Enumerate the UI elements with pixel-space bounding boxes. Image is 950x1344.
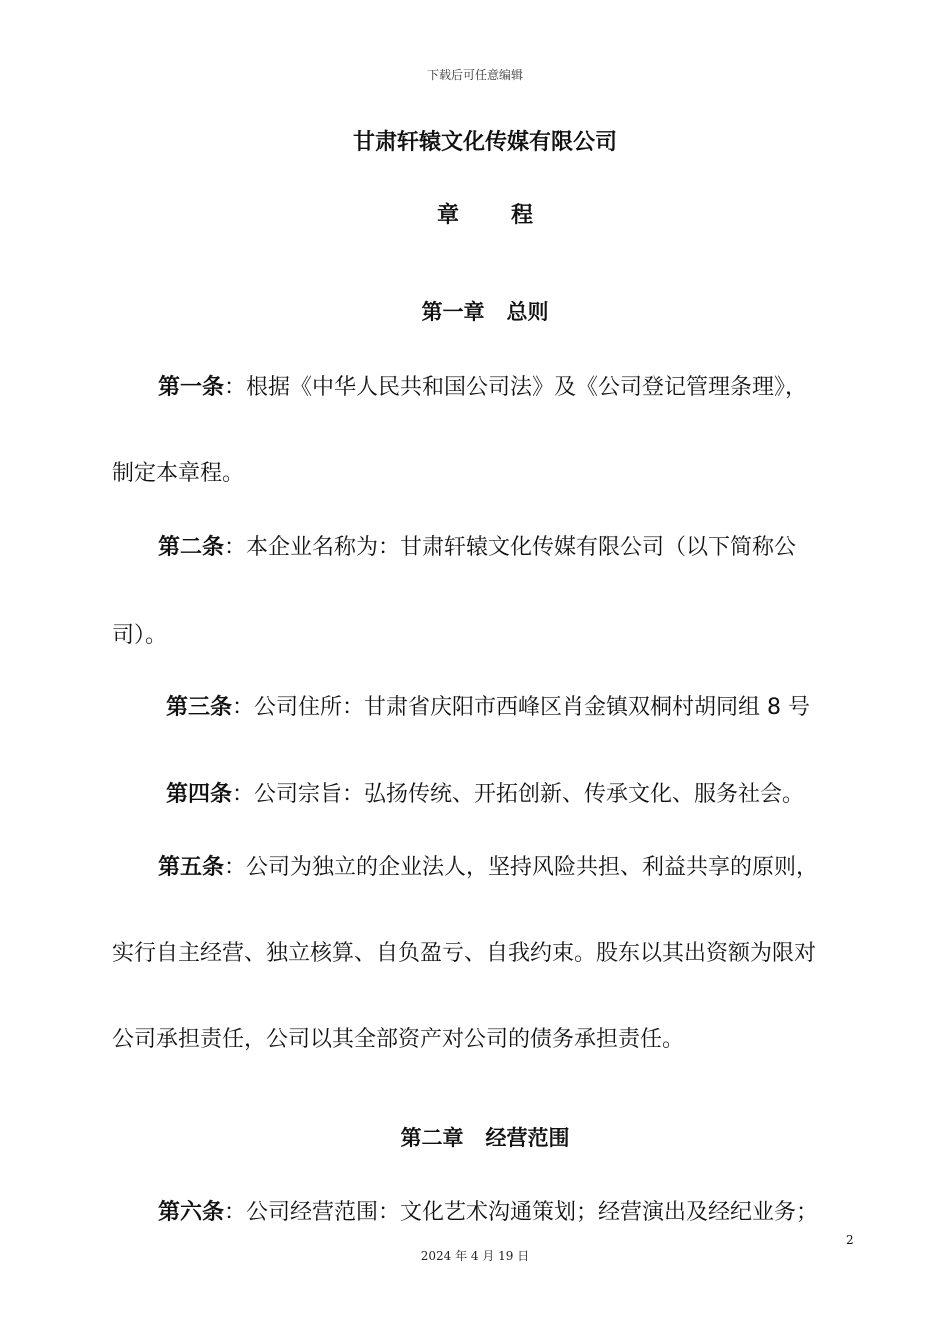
article-3-label: 第三条	[166, 695, 233, 720]
article-5-line-3: 公司承担责任，公司以其全部资产对公司的债务承担责任。	[112, 1027, 685, 1052]
article-3-line-1	[166, 690, 810, 721]
article-1-label: 第一条	[158, 375, 225, 400]
chapter-2-prefix: 第二章	[400, 1126, 464, 1150]
article-3-text-1: ：公司住所：甘肃省庆阳市西峰区肖金镇双桐村胡同组 8 号	[232, 695, 811, 720]
article-4-text-1: ：公司宗旨：弘扬传统、开拓创新、传承文化、服务社会。	[232, 782, 805, 807]
article-1-line-1	[158, 370, 807, 401]
article-4-label: 第四条	[166, 782, 233, 807]
article-2-line-1	[158, 530, 796, 561]
article-5-text-1: ：公司为独立的企业法人，坚持风险共担、利益共享的原则，	[224, 855, 819, 880]
page-header-note: 下载后可任意编辑	[426, 68, 523, 82]
footer-date: 2024 年 4 月 19 日	[420, 1249, 530, 1263]
article-5-line-1	[158, 850, 818, 881]
chapter-2-name: 经营范围	[485, 1126, 570, 1150]
page-number: 2	[846, 1233, 854, 1247]
article-5-label: 第五条	[158, 855, 225, 880]
article-2-label: 第二条	[158, 535, 225, 560]
document-title-char-1: 章	[436, 203, 459, 228]
chapter-1-name: 总则	[506, 300, 549, 324]
article-2-line-2: 司）。	[112, 623, 168, 648]
article-1-line-2: 制定本章程。	[112, 461, 245, 486]
chapter-1-heading	[0, 296, 950, 326]
article-1-text-1: ：根据《中华人民共和国公司法》及《公司登记管理条理》，	[224, 375, 808, 400]
article-5-line-2: 实行自主经营、独立核算、自负盈亏、自我约束。股东以其出资额为限对	[112, 941, 817, 966]
company-name-title: 甘肃轩辕文化传媒有限公司	[352, 130, 617, 155]
document-title-char-2: 程	[511, 203, 534, 228]
chapter-1-prefix: 第一章	[421, 300, 485, 324]
article-6-line-1	[158, 1195, 818, 1226]
article-4-line-1	[166, 777, 804, 808]
article-6-label: 第六条	[158, 1200, 225, 1225]
article-2-text-1: ：本企业名称为：甘肃轩辕文化传媒有限公司（以下简称公	[224, 535, 797, 560]
article-6-text-1: ：公司经营范围：文化艺术沟通策划；经营演出及经纪业务；	[224, 1200, 819, 1225]
chapter-2-heading	[0, 1122, 950, 1152]
document-title	[0, 198, 950, 229]
